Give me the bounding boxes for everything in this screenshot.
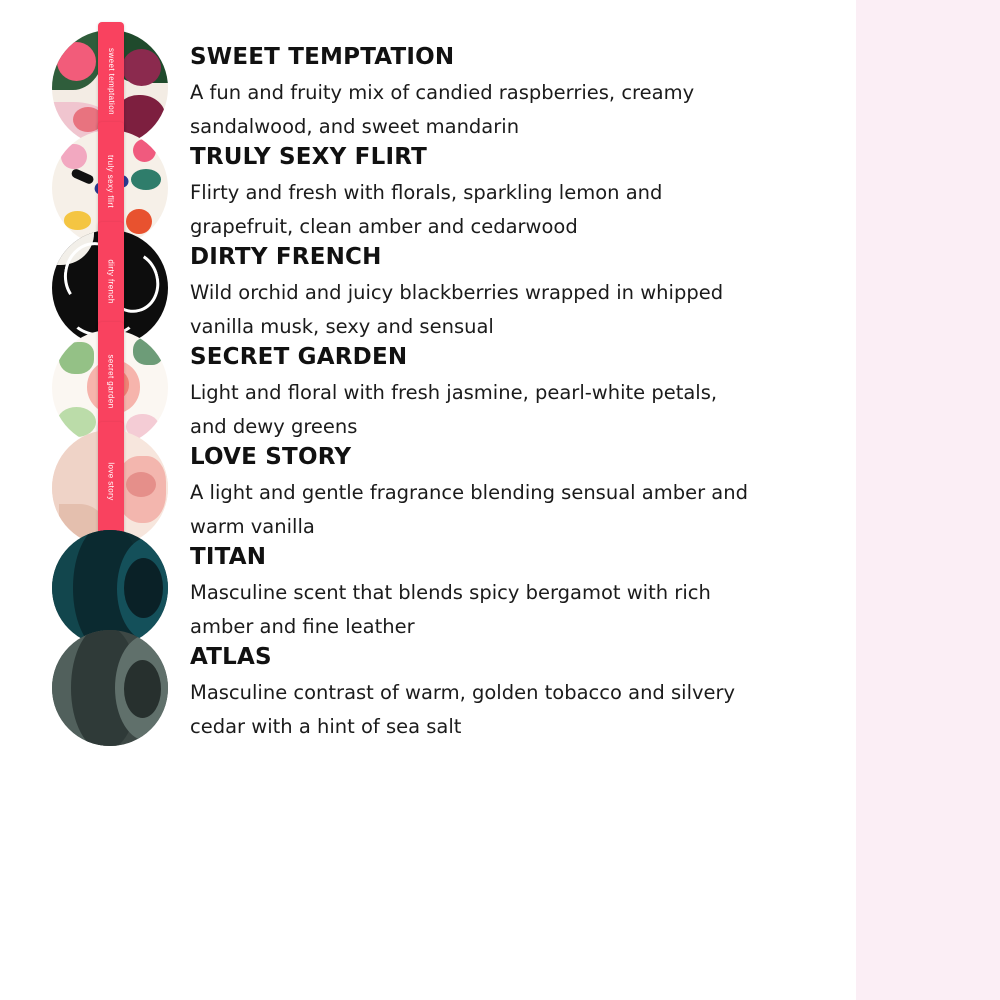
thumbnail-image (52, 530, 168, 646)
fragrance-title: LOVE STORY (190, 444, 352, 470)
text-column (190, 430, 750, 543)
atlas-thumbnail (52, 630, 168, 746)
love-story-thumbnail (52, 430, 168, 546)
fragrance-title: ATLAS (190, 644, 272, 670)
text-column (190, 630, 750, 743)
text-column (190, 530, 750, 643)
list-item[interactable] (0, 130, 856, 238)
list-item[interactable] (0, 330, 856, 438)
fragrance-title: TRULY SEXY FLIRT (190, 144, 427, 170)
thumbnail-image (52, 630, 168, 746)
fragrance-title: DIRTY FRENCH (190, 244, 382, 270)
decorative-right-panel (856, 0, 1000, 1000)
fragrance-description: A light and gentle fragrance blending sensual amber and warm vanilla (190, 481, 748, 538)
decorative-artwork (52, 530, 168, 646)
titan-thumbnail (52, 530, 168, 646)
list-item[interactable] (0, 630, 856, 738)
fragrance-title: SWEET TEMPTATION (190, 44, 455, 70)
list-item[interactable] (0, 230, 856, 338)
fragrance-description: A fun and fruity mix of candied raspberries, creamy sandalwood, and sweet mandarin (190, 81, 695, 138)
fragrance-title: TITAN (190, 544, 267, 570)
text-column (190, 330, 750, 443)
strip-label-text: sweet temptation (106, 47, 116, 115)
decorative-artwork (52, 630, 168, 746)
strip-label-text: secret garden (106, 353, 116, 409)
text-column (190, 30, 750, 143)
list-item[interactable] (0, 530, 856, 638)
list-item[interactable] (0, 30, 856, 138)
strip-label-text: dirty french (106, 258, 116, 304)
strip-label-text: truly sexy flirt (106, 154, 116, 208)
strip-label-text: love story (106, 461, 116, 501)
text-column (190, 230, 750, 343)
fragrance-description: Masculine scent that blends spicy bergamot with rich amber and fine leather (190, 581, 711, 638)
fragrance-description: Flirty and fresh with florals, sparkling lemon and grapefruit, clean amber and cedarwood (190, 181, 663, 238)
fragrance-title: SECRET GARDEN (190, 344, 408, 370)
fragrance-description: Masculine contrast of warm, golden tobacco and silvery cedar with a hint of sea salt (190, 681, 736, 738)
product-label-strip (98, 422, 124, 540)
fragrance-description: Wild orchid and juicy blackberries wrapped in whipped vanilla musk, sexy and sensual (190, 281, 724, 338)
text-column (190, 130, 750, 243)
list-item[interactable] (0, 430, 856, 538)
fragrance-description: Light and floral with fresh jasmine, pearl-white petals, and dewy greens (190, 381, 718, 438)
